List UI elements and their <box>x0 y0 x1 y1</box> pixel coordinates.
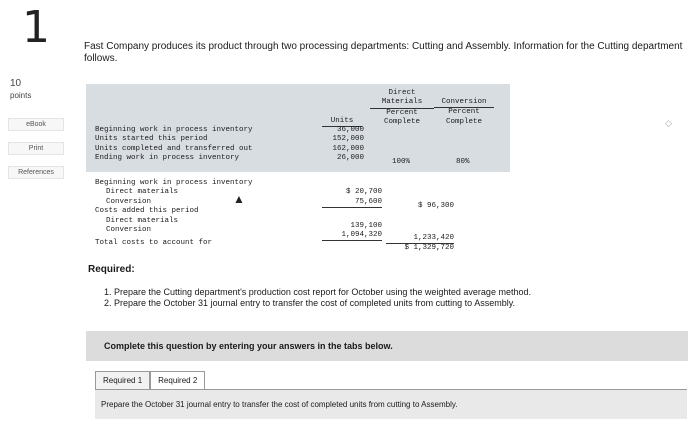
required-list <box>104 287 531 309</box>
dm-header-line3: Percent <box>386 108 418 117</box>
unit-value: 152,000 <box>332 135 364 144</box>
sidebar-links <box>0 118 70 190</box>
cost-label-bwip-cv: Conversion <box>106 197 152 206</box>
tab-required-1[interactable]: Required 1 <box>95 371 150 390</box>
question-number: 1 <box>22 2 50 53</box>
unit-row-label: Units started this period <box>95 135 208 144</box>
mouse-cursor-icon: ▲ <box>233 192 245 206</box>
dm-header-line4: Complete <box>383 118 420 127</box>
tab-panel-instruction: Prepare the October 31 journal entry to transfer the cost of completed units from cutting to Assembly. <box>95 389 687 419</box>
cost-label-added-cv: Conversion <box>106 226 152 235</box>
cv-header-line3: Complete <box>445 117 482 126</box>
unit-value: 26,000 <box>336 154 364 163</box>
required-tabs <box>95 371 205 390</box>
bwip-total-value: $ 96,300 <box>417 202 454 210</box>
required-item-1: 1. Prepare the Cutting department's production cost report for October using the weighted average method. <box>104 287 531 297</box>
added-total-value: 1,233,420 <box>386 234 454 244</box>
cost-label-added-dm: Direct materials <box>106 216 179 225</box>
points-label: points <box>10 91 32 100</box>
unit-row-label: Beginning work in process inventory <box>95 126 253 134</box>
unit-row-label: Units completed and transferred out <box>95 144 253 153</box>
instruction-banner: Complete this question by entering your answers in the tabs below. <box>86 331 688 361</box>
cv-header-line2: Percent <box>448 108 480 117</box>
points-value: 10 <box>10 78 22 89</box>
total-costs-value: $ 1,329,720 <box>404 244 454 252</box>
cv-header-line1: Conversion <box>434 98 494 108</box>
tab-required-2[interactable]: Required 2 <box>150 371 205 390</box>
references-link[interactable]: References <box>8 166 64 179</box>
unit-row-labels <box>95 126 253 164</box>
dm-header-line1: Direct <box>388 89 416 97</box>
print-link[interactable]: Print <box>8 142 64 155</box>
cv-header <box>434 98 494 127</box>
required-item-2: 2. Prepare the October 31 journal entry to transfer the cost of completed units from cutting to Assembly. <box>104 298 516 308</box>
cost-label-bwip: Beginning work in process inventory <box>95 179 253 187</box>
diamond-icon: ◇ <box>665 118 672 128</box>
bwip-dm-value: $ 20,700 <box>345 188 382 197</box>
cost-label-added: Costs added this period <box>95 207 199 216</box>
cost-label-bwip-dm: Direct materials <box>106 188 179 197</box>
ewip-dm-percent: 100% <box>392 158 411 167</box>
required-title: Required: <box>88 264 135 275</box>
ewip-cv-percent: 80% <box>456 158 470 167</box>
unit-row-label: Ending work in process inventory <box>95 154 240 163</box>
ebook-link[interactable]: eBook <box>8 118 64 131</box>
question-intro: Fast Company produces its product through two processing departments: Cutting and Assembly. Information for the Cutting department follows. <box>84 41 683 64</box>
units-header: Units <box>322 117 362 127</box>
dm-header-line2: Materials <box>370 98 434 108</box>
cost-row-labels <box>95 179 253 249</box>
dm-header <box>370 89 434 128</box>
points-info <box>10 78 31 102</box>
added-dm-value: 139,100 <box>350 221 382 230</box>
unit-value: 36,000 <box>336 126 364 134</box>
cost-label-total: Total costs to account for <box>95 239 213 248</box>
bwip-cv-value: 75,600 <box>322 198 382 208</box>
added-cv-value: 1,094,320 <box>322 231 382 241</box>
unit-values <box>316 126 364 164</box>
unit-value: 162,000 <box>332 144 364 153</box>
